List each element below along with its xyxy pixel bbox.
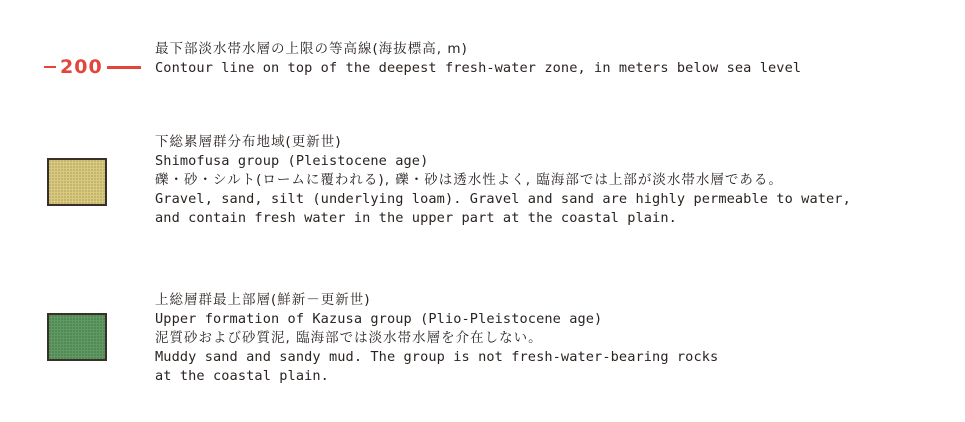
shimofusa-legend-text: [155, 133, 851, 228]
contour-line-symbol: [44, 54, 152, 80]
contour-symbol-right-line: [107, 66, 141, 69]
shimofusa-description-jp: 礫・砂・シルト(ロームに覆われる), 礫・砂は透水性よく, 臨海部では上部が淡水帯水層である。: [155, 172, 783, 188]
contour-symbol-value: 200: [60, 56, 103, 78]
kazusa-legend-text: [155, 291, 718, 386]
contour-label-jp: 最下部淡水帯水層の上限の等高線(海抜標高, m): [155, 41, 468, 57]
contour-legend-text: [155, 40, 801, 78]
shimofusa-group-swatch: [47, 158, 107, 206]
kazusa-title-jp: 上総層群最上部層(鮮新－更新世): [155, 292, 371, 308]
kazusa-description-jp: 泥質砂および砂質泥, 臨海部では淡水帯水層を介在しない。: [155, 330, 543, 346]
contour-symbol-left-dash: [44, 66, 56, 68]
kazusa-title-en: Upper formation of Kazusa group (Plio-Pleistocene age): [155, 311, 603, 327]
kazusa-group-swatch: [47, 313, 107, 361]
kazusa-description-en-line1: Muddy sand and sandy mud. The group is not fresh-water-bearing rocks: [155, 349, 719, 365]
kazusa-description-en-line2: at the coastal plain.: [155, 368, 329, 384]
shimofusa-description-en-line2: and contain fresh water in the upper part at the coastal plain.: [155, 210, 677, 226]
shimofusa-title-jp: 下総累層群分布地域(更新世): [155, 134, 342, 150]
contour-label-en: Contour line on top of the deepest fresh-water zone, in meters below sea level: [155, 60, 802, 76]
shimofusa-title-en: Shimofusa group (Pleistocene age): [155, 153, 429, 169]
shimofusa-description-en-line1: Gravel, sand, silt (underlying loam). Gravel and sand are highly permeable to water,: [155, 191, 851, 207]
